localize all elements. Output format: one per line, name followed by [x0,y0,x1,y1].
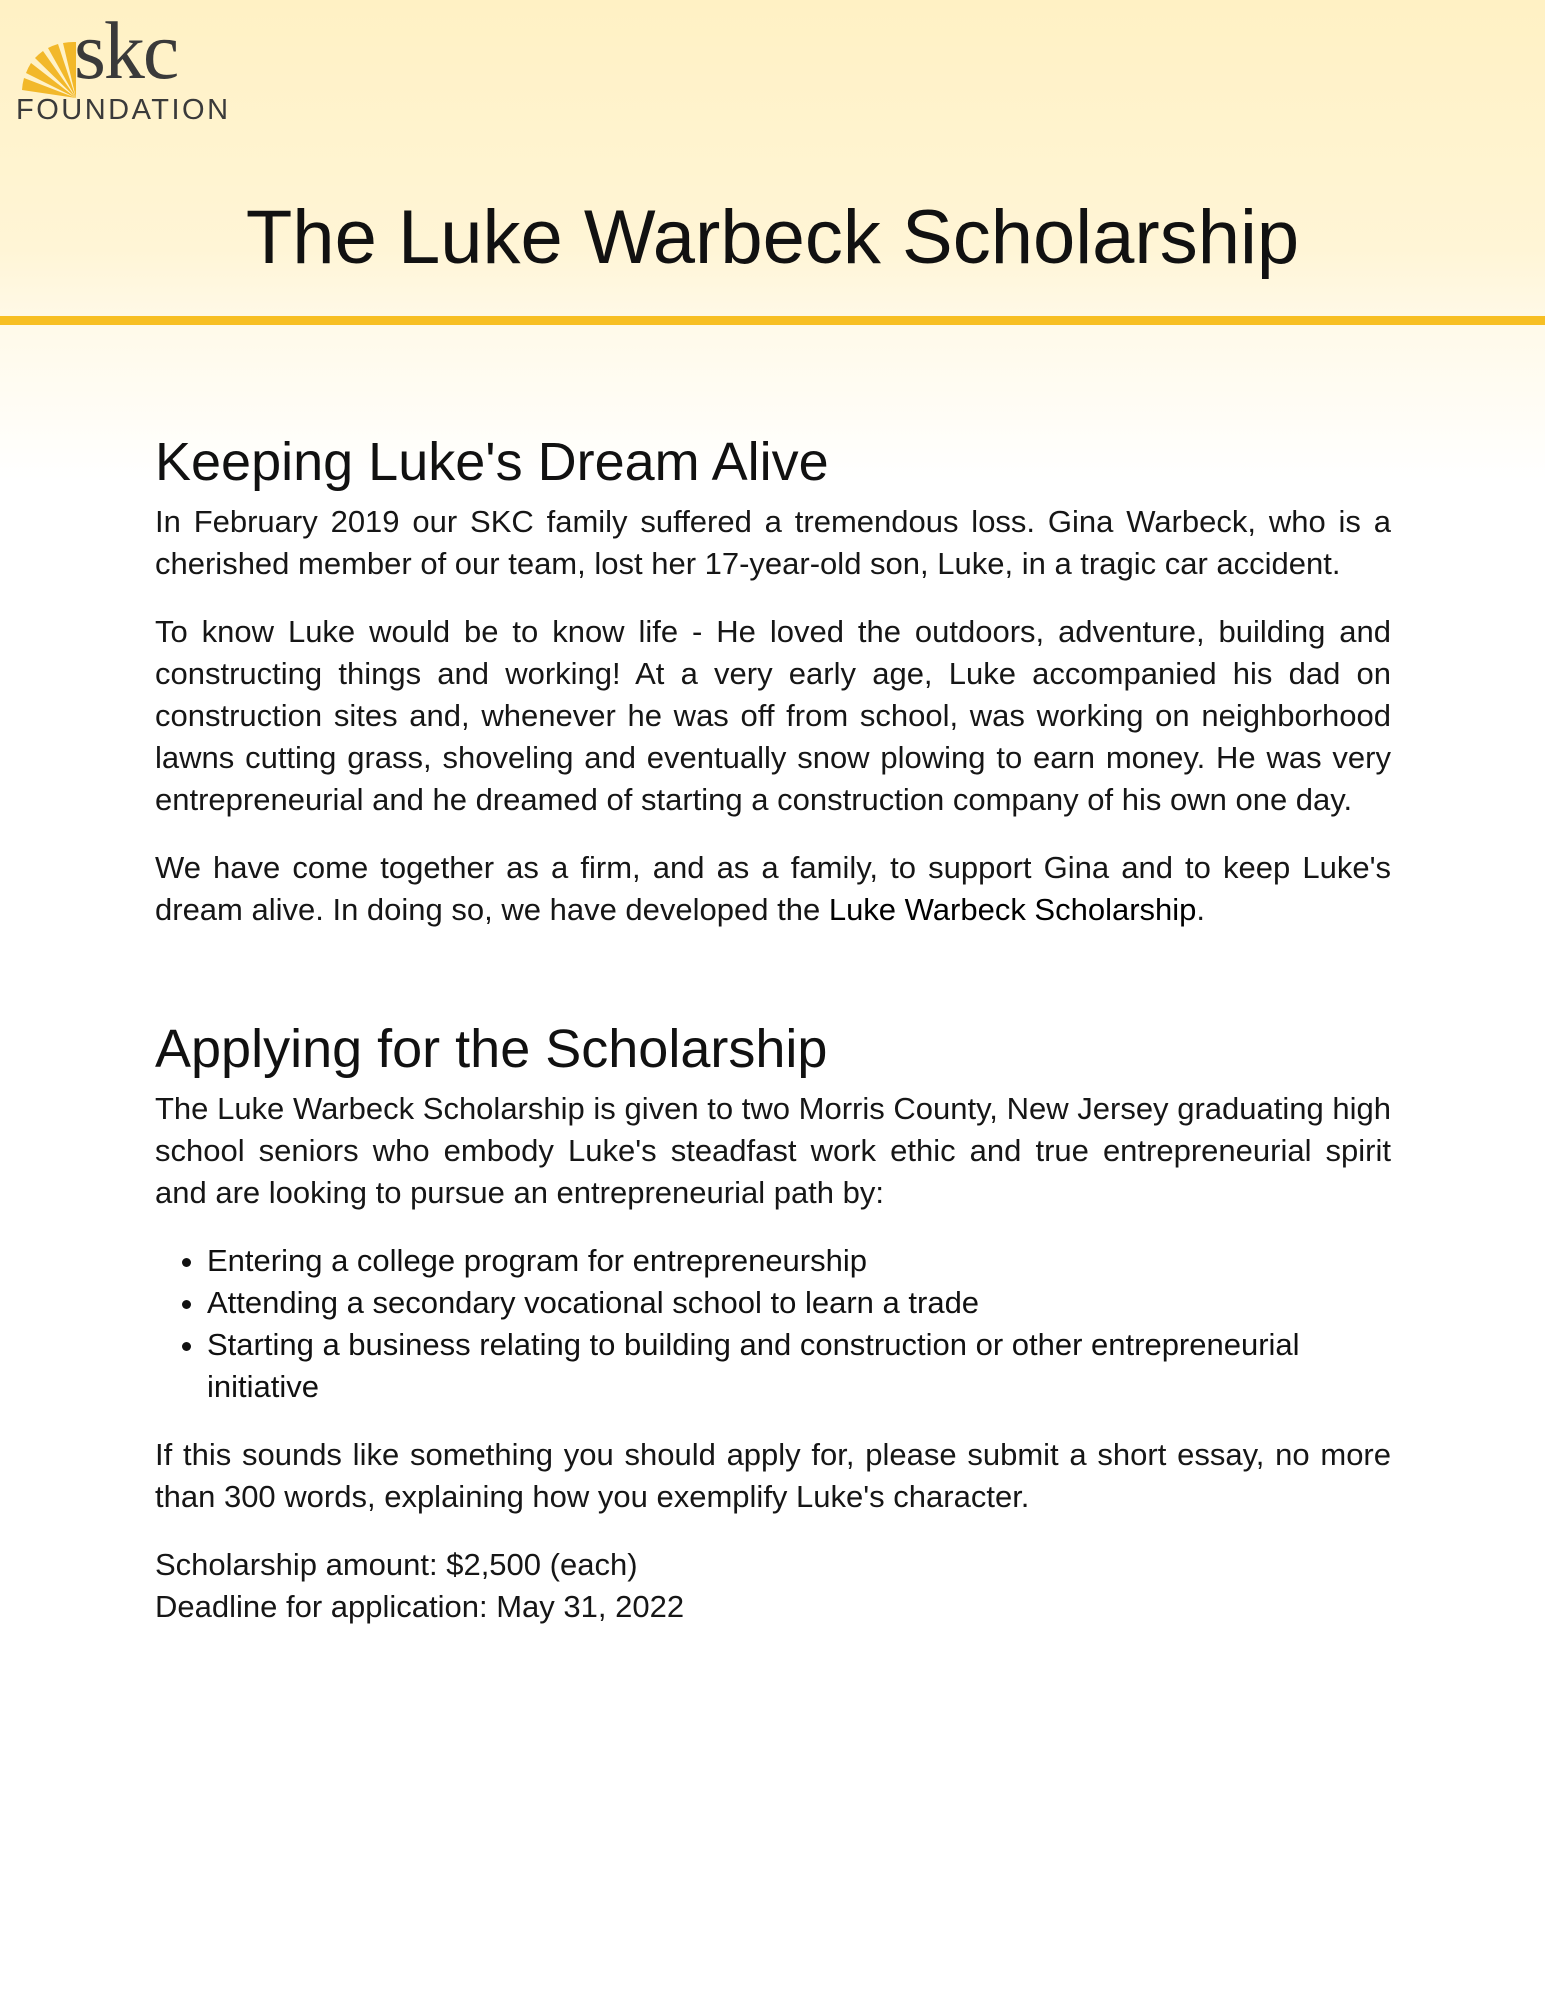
scholarship-name: Luke Warbeck Scholarship [828,891,1197,927]
header-divider [0,316,1545,325]
list-item: • Starting a business relating to building and construction or other entrepreneurial initiative [207,1324,1391,1408]
paragraph-eligibility: The Luke Warbeck Scholarship is given to two Morris County, New Jersey graduating high school seniors who embody Luke's steadfast work ethic and true entrepreneurial spirit and are looking to pursue an entrepreneurial path by: [155,1090,1391,1210]
list-item: • Entering a college program for entrepreneurship [207,1240,1391,1282]
logo-wordmark: skc [74,5,178,96]
pathway-list [155,1240,1391,1408]
paragraph-essay-instructions: If this sounds like something you should apply for, please submit a short essay, no more than 300 words, explaining how you exemplify Luke's character. [155,1436,1391,1514]
scholarship-amount: Scholarship amount: $2,500 (each) [155,1546,638,1582]
paragraph-loss: In February 2019 our SKC family suffered a tremendous loss. Gina Warbeck, who is a cherished member of our team, lost her 17-year-old son, Luke, in a tragic car accident. [155,503,1391,581]
paragraph-text: We have come together as a firm, and as a family, to support Gina and to keep Luke's dream alive. In doing so, we have developed the [155,849,1391,927]
paragraph-about-luke: To know Luke would be to know life - He loved the outdoors, adventure, building and constructing things and working! At a very early age, Luke accompanied his dad on construction sites and, whenever he was off from school, was working on neighborhood lawns cutting grass, shoveling and eventually snow plowing to earn money. He was very entrepreneurial and he dreamed of starting a construction company of his own one day. [155,613,1391,817]
sunburst-logo-icon [16,38,80,102]
applying-section [155,1017,1391,1628]
scholarship-facts [155,1544,1391,1628]
logo-subtitle: FOUNDATION [16,94,231,126]
application-deadline: Deadline for application: May 31, 2022 [155,1588,685,1624]
skc-foundation-logo [16,5,231,128]
list-item: • Attending a secondary vocational school to learn a trade [207,1282,1391,1324]
section-heading-dream: Keeping Luke's Dream Alive [155,432,829,492]
main-content [155,430,1391,1628]
paragraph-scholarship-intro [155,847,1391,931]
paragraph-end: . [1196,891,1206,927]
dream-section [155,430,1391,931]
page-title: The Luke Warbeck Scholarship [245,195,1300,280]
header [0,0,1545,318]
section-heading-applying: Applying for the Scholarship [155,1018,828,1079]
